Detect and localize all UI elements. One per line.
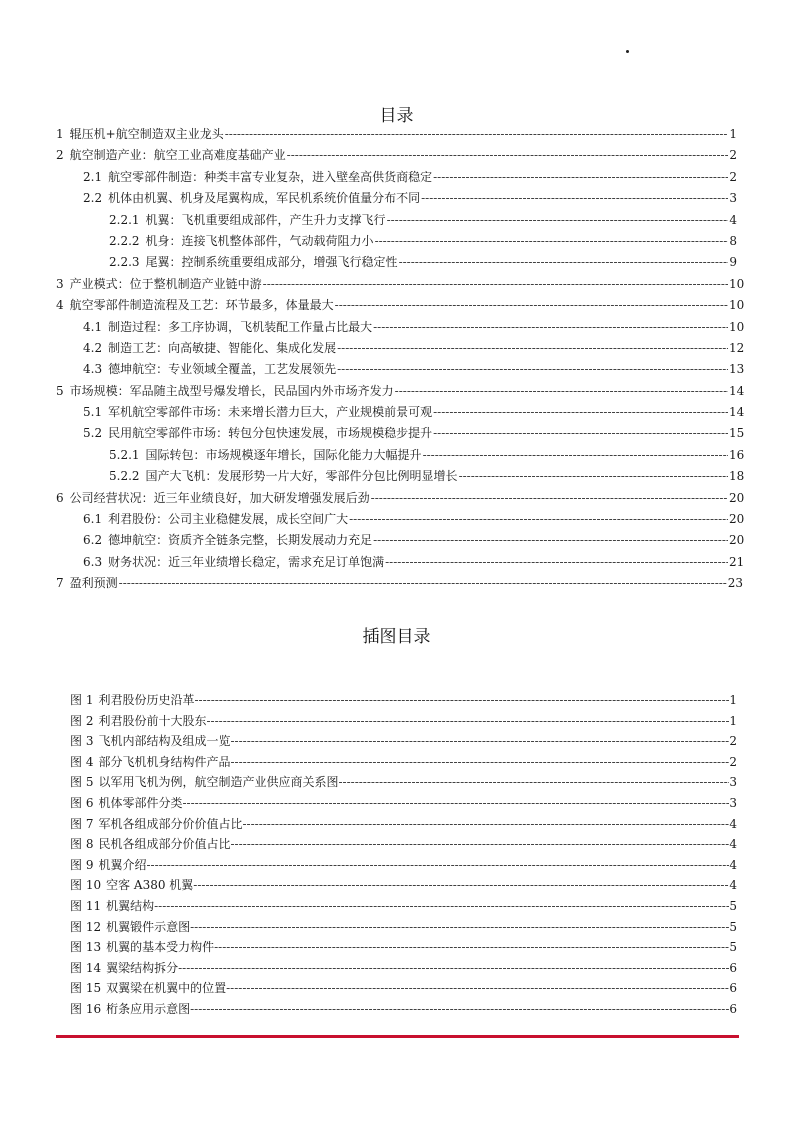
figure-entry[interactable]: 图 12 机翼锻件示意图 ----- 5 <box>70 917 737 938</box>
figure-entry[interactable]: 图 11 机翼结构 ----- 5 <box>70 896 737 917</box>
figure-entry[interactable]: 图 5 以军用飞机为例，航空制造产业供应商关系图 ----- 3 <box>70 772 737 793</box>
figure-entry[interactable]: 图 2 利君股份前十大股东 ----- 1 <box>70 711 737 732</box>
toc-entry[interactable]: 5.1 军机航空零部件市场：未来增长潜力巨大，产业规模前景可观 ----- 14 <box>56 402 737 423</box>
toc-heading: 目录 <box>379 106 414 126</box>
toc-list <box>56 124 745 595</box>
figures-heading: 插图目录 <box>362 627 431 647</box>
figure-entry[interactable]: 图 7 军机各组成部分价价值占比 ----- 4 <box>70 814 737 835</box>
figure-entry[interactable]: 图 14 翼梁结构拆分 ----- 6 <box>70 958 737 979</box>
figure-entry[interactable]: 图 4 部分飞机机身结构件产品 ----- 2 <box>70 752 737 773</box>
toc-entry[interactable]: 2.2 机体由机翼、机身及尾翼构成，军民机系统价值量分布不同 ----- 3 <box>56 188 737 209</box>
toc-entry[interactable]: 4 航空零部件制造流程及工艺：环节最多，体量最大 ----- 10 <box>56 295 737 316</box>
figure-entry[interactable]: 图 9 机翼介绍 ----- 4 <box>70 855 737 876</box>
toc-entry[interactable]: 4.3 德坤航空：专业领域全覆盖，工艺发展领先 ----- 13 <box>56 359 737 380</box>
toc-entry[interactable]: 6.1 利君股份：公司主业稳健发展，成长空间广大 ----- 20 <box>56 509 737 530</box>
toc-entry[interactable]: 5.2.1 国际转包：市场规模逐年增长，国际化能力大幅提升 ----- 16 <box>56 445 737 466</box>
toc-entry[interactable]: 4.1 制造过程：多工序协调，飞机装配工作量占比最大 ----- 10 <box>56 317 737 338</box>
toc-entry[interactable]: 2.1 航空零部件制造：种类丰富专业复杂，进入壁垒高供货商稳定 ----- 2 <box>56 167 737 188</box>
toc-entry[interactable]: 1 辊压机+航空制造双主业龙头 ----- 1 <box>56 124 737 145</box>
figure-entry[interactable]: 图 10 空客 A380 机翼 ----- 4 <box>70 875 737 896</box>
toc-entry[interactable]: 6 公司经营状况：近三年业绩良好，加大研发增强发展后劲 ----- 20 <box>56 488 737 509</box>
toc-entry[interactable]: 7 盈利预测 ----- 23 <box>56 573 737 594</box>
figure-entry[interactable]: 图 6 机体零部件分类 ----- 3 <box>70 793 737 814</box>
bottom-rule <box>56 1035 739 1038</box>
toc-entry[interactable]: 5.2.2 国产大飞机：发展形势一片大好，零部件分包比例明显增长 ----- 18 <box>56 466 737 487</box>
toc-entry[interactable]: 6.3 财务状况：近三年业绩增长稳定，需求充足订单饱满 ----- 21 <box>56 552 737 573</box>
toc-entry[interactable]: 3 产业模式：位于整机制造产业链中游 ----- 10 <box>56 274 737 295</box>
figure-entry[interactable]: 图 3 飞机内部结构及组成一览 ----- 2 <box>70 731 737 752</box>
toc-entry[interactable]: 6.2 德坤航空：资质齐全链条完整，长期发展动力充足 ----- 20 <box>56 530 737 551</box>
toc-entry[interactable]: 5 市场规模：军品随主战型号爆发增长，民品国内外市场齐发力 ----- 14 <box>56 381 737 402</box>
toc-entry[interactable]: 2.2.2 机身：连接飞机整体部件，气动载荷阻力小 ----- 8 <box>56 231 737 252</box>
figure-entry[interactable]: 图 15 双翼梁在机翼中的位置 ----- 6 <box>70 978 737 999</box>
figure-entry[interactable]: 图 13 机翼的基本受力构件 ----- 5 <box>70 937 737 958</box>
figure-entry[interactable]: 图 16 桁条应用示意图 ----- 6 <box>70 999 737 1020</box>
toc-entry[interactable]: 2.2.3 尾翼：控制系统重要组成部分，增强飞行稳定性 ----- 9 <box>56 252 737 273</box>
figures-list <box>70 690 737 1020</box>
figure-entry[interactable]: 图 1 利君股份历史沿革 ----- 1 <box>70 690 737 711</box>
toc-entry[interactable]: 4.2 制造工艺：向高敏捷、智能化、集成化发展 ----- 12 <box>56 338 737 359</box>
toc-entry[interactable]: 5.2 民用航空零部件市场：转包分包快速发展，市场规模稳步提升 ----- 15 <box>56 423 737 444</box>
page-dot-mark <box>626 50 629 53</box>
toc-entry[interactable]: 2 航空制造产业：航空工业高难度基础产业 ----- 2 <box>56 145 737 166</box>
figure-entry[interactable]: 图 8 民机各组成部分价值占比 ----- 4 <box>70 834 737 855</box>
toc-entry[interactable]: 2.2.1 机翼：飞机重要组成部件，产生升力支撑飞行 ----- 4 <box>56 210 737 231</box>
